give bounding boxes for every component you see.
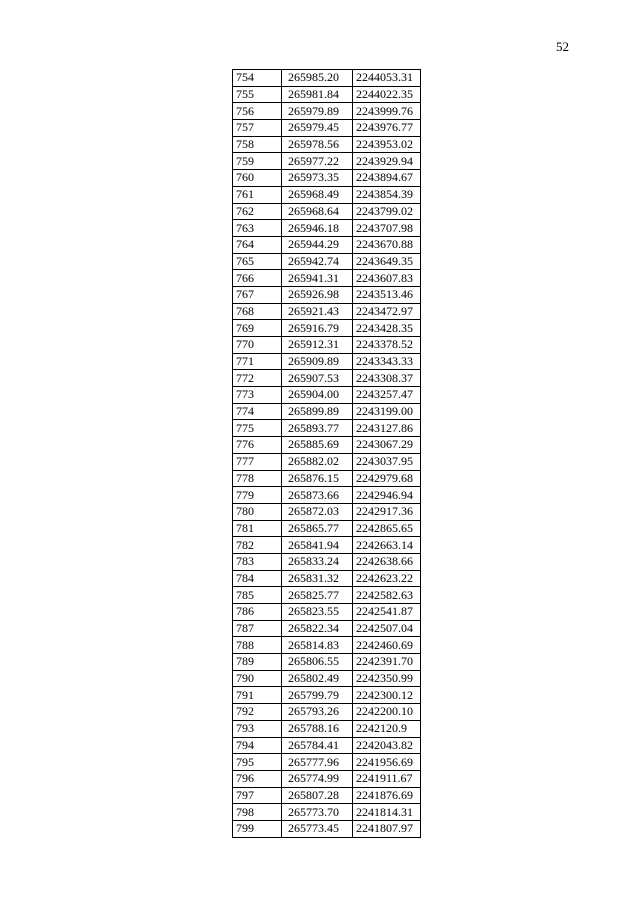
x-coordinate-cell: 265941.31 <box>282 270 353 287</box>
point-number-cell: 793 <box>233 720 282 737</box>
table-row <box>233 420 421 437</box>
table-row <box>233 186 421 203</box>
y-coordinate-cell: 2241807.97 <box>353 820 421 837</box>
point-number-cell: 796 <box>233 770 282 787</box>
y-coordinate-cell: 2242979.68 <box>353 470 421 487</box>
y-coordinate-cell: 2242946.94 <box>353 487 421 504</box>
point-number-cell: 777 <box>233 453 282 470</box>
x-coordinate-cell: 265807.28 <box>282 787 353 804</box>
x-coordinate-cell: 265909.89 <box>282 353 353 370</box>
y-coordinate-cell: 2242638.66 <box>353 553 421 570</box>
table-row <box>233 337 421 354</box>
x-coordinate-cell: 265893.77 <box>282 420 353 437</box>
y-coordinate-cell: 2242460.69 <box>353 637 421 654</box>
x-coordinate-cell: 265873.66 <box>282 487 353 504</box>
table-row <box>233 370 421 387</box>
x-coordinate-cell: 265981.84 <box>282 86 353 103</box>
x-coordinate-cell: 265793.26 <box>282 704 353 721</box>
y-coordinate-cell: 2243472.97 <box>353 303 421 320</box>
table-row <box>233 70 421 87</box>
point-number-cell: 756 <box>233 103 282 120</box>
x-coordinate-cell: 265942.74 <box>282 253 353 270</box>
table-row <box>233 503 421 520</box>
point-number-cell: 798 <box>233 804 282 821</box>
point-number-cell: 760 <box>233 170 282 187</box>
point-number-cell: 766 <box>233 270 282 287</box>
table-row <box>233 387 421 404</box>
table-row <box>233 236 421 253</box>
x-coordinate-cell: 265979.89 <box>282 103 353 120</box>
x-coordinate-cell: 265968.64 <box>282 203 353 220</box>
point-number-cell: 780 <box>233 503 282 520</box>
y-coordinate-cell: 2242623.22 <box>353 570 421 587</box>
y-coordinate-cell: 2243894.67 <box>353 170 421 187</box>
x-coordinate-cell: 265977.22 <box>282 153 353 170</box>
x-coordinate-cell: 265773.70 <box>282 804 353 821</box>
y-coordinate-cell: 2243199.00 <box>353 403 421 420</box>
y-coordinate-cell: 2243428.35 <box>353 320 421 337</box>
x-coordinate-cell: 265904.00 <box>282 387 353 404</box>
table-row <box>233 604 421 621</box>
y-coordinate-cell: 2242507.04 <box>353 620 421 637</box>
table-row <box>233 103 421 120</box>
table-row <box>233 537 421 554</box>
y-coordinate-cell: 2242917.36 <box>353 503 421 520</box>
table-row <box>233 737 421 754</box>
point-number-cell: 761 <box>233 186 282 203</box>
y-coordinate-cell: 2243378.52 <box>353 337 421 354</box>
point-number-cell: 783 <box>233 553 282 570</box>
point-number-cell: 771 <box>233 353 282 370</box>
table-row <box>233 270 421 287</box>
y-coordinate-cell: 2243999.76 <box>353 103 421 120</box>
y-coordinate-cell: 2243670.88 <box>353 236 421 253</box>
x-coordinate-cell: 265841.94 <box>282 537 353 554</box>
y-coordinate-cell: 2244053.31 <box>353 70 421 87</box>
table-row <box>233 220 421 237</box>
table-row <box>233 470 421 487</box>
point-number-cell: 776 <box>233 437 282 454</box>
y-coordinate-cell: 2242200.10 <box>353 704 421 721</box>
table-row <box>233 286 421 303</box>
x-coordinate-cell: 265876.15 <box>282 470 353 487</box>
table-row <box>233 520 421 537</box>
x-coordinate-cell: 265946.18 <box>282 220 353 237</box>
table-row <box>233 203 421 220</box>
y-coordinate-cell: 2242391.70 <box>353 654 421 671</box>
x-coordinate-cell: 265907.53 <box>282 370 353 387</box>
point-number-cell: 757 <box>233 120 282 137</box>
table-row <box>233 553 421 570</box>
x-coordinate-cell: 265799.79 <box>282 687 353 704</box>
point-number-cell: 765 <box>233 253 282 270</box>
point-number-cell: 781 <box>233 520 282 537</box>
table-row <box>233 804 421 821</box>
point-number-cell: 779 <box>233 487 282 504</box>
y-coordinate-cell: 2241911.67 <box>353 770 421 787</box>
x-coordinate-cell: 265788.16 <box>282 720 353 737</box>
y-coordinate-cell: 2242663.14 <box>353 537 421 554</box>
point-number-cell: 792 <box>233 704 282 721</box>
y-coordinate-cell: 2243953.02 <box>353 136 421 153</box>
table-row <box>233 403 421 420</box>
table-row <box>233 86 421 103</box>
coordinates-table <box>232 69 421 838</box>
y-coordinate-cell: 2243854.39 <box>353 186 421 203</box>
y-coordinate-cell: 2243929.94 <box>353 153 421 170</box>
x-coordinate-cell: 265802.49 <box>282 670 353 687</box>
x-coordinate-cell: 265973.35 <box>282 170 353 187</box>
table-row <box>233 136 421 153</box>
y-coordinate-cell: 2244022.35 <box>353 86 421 103</box>
x-coordinate-cell: 265985.20 <box>282 70 353 87</box>
y-coordinate-cell: 2243976.77 <box>353 120 421 137</box>
y-coordinate-cell: 2243037.95 <box>353 453 421 470</box>
y-coordinate-cell: 2243707.98 <box>353 220 421 237</box>
x-coordinate-cell: 265872.03 <box>282 503 353 520</box>
point-number-cell: 768 <box>233 303 282 320</box>
y-coordinate-cell: 2241956.69 <box>353 754 421 771</box>
table-row <box>233 687 421 704</box>
x-coordinate-cell: 265921.43 <box>282 303 353 320</box>
x-coordinate-cell: 265777.96 <box>282 754 353 771</box>
table-row <box>233 153 421 170</box>
table-row <box>233 720 421 737</box>
point-number-cell: 786 <box>233 604 282 621</box>
table-row <box>233 437 421 454</box>
point-number-cell: 784 <box>233 570 282 587</box>
point-number-cell: 770 <box>233 337 282 354</box>
point-number-cell: 764 <box>233 236 282 253</box>
y-coordinate-cell: 2241876.69 <box>353 787 421 804</box>
coordinates-table-body <box>233 70 421 838</box>
table-row <box>233 453 421 470</box>
point-number-cell: 789 <box>233 654 282 671</box>
point-number-cell: 762 <box>233 203 282 220</box>
point-number-cell: 787 <box>233 620 282 637</box>
y-coordinate-cell: 2242120.9 <box>353 720 421 737</box>
table-row <box>233 820 421 837</box>
x-coordinate-cell: 265926.98 <box>282 286 353 303</box>
x-coordinate-cell: 265968.49 <box>282 186 353 203</box>
x-coordinate-cell: 265978.56 <box>282 136 353 153</box>
point-number-cell: 795 <box>233 754 282 771</box>
y-coordinate-cell: 2243649.35 <box>353 253 421 270</box>
y-coordinate-cell: 2242865.65 <box>353 520 421 537</box>
x-coordinate-cell: 265806.55 <box>282 654 353 671</box>
y-coordinate-cell: 2243067.29 <box>353 437 421 454</box>
x-coordinate-cell: 265823.55 <box>282 604 353 621</box>
point-number-cell: 790 <box>233 670 282 687</box>
x-coordinate-cell: 265814.83 <box>282 637 353 654</box>
table-row <box>233 770 421 787</box>
x-coordinate-cell: 265831.32 <box>282 570 353 587</box>
table-row <box>233 570 421 587</box>
y-coordinate-cell: 2242541.87 <box>353 604 421 621</box>
y-coordinate-cell: 2243343.33 <box>353 353 421 370</box>
y-coordinate-cell: 2243799.02 <box>353 203 421 220</box>
table-row <box>233 670 421 687</box>
point-number-cell: 754 <box>233 70 282 87</box>
y-coordinate-cell: 2242582.63 <box>353 587 421 604</box>
point-number-cell: 758 <box>233 136 282 153</box>
y-coordinate-cell: 2243257.47 <box>353 387 421 404</box>
page-number: 52 <box>556 39 569 54</box>
x-coordinate-cell: 265774.99 <box>282 770 353 787</box>
point-number-cell: 767 <box>233 286 282 303</box>
y-coordinate-cell: 2243607.83 <box>353 270 421 287</box>
y-coordinate-cell: 2241814.31 <box>353 804 421 821</box>
y-coordinate-cell: 2243308.37 <box>353 370 421 387</box>
point-number-cell: 788 <box>233 637 282 654</box>
table-row <box>233 787 421 804</box>
x-coordinate-cell: 265979.45 <box>282 120 353 137</box>
point-number-cell: 799 <box>233 820 282 837</box>
point-number-cell: 772 <box>233 370 282 387</box>
y-coordinate-cell: 2242350.99 <box>353 670 421 687</box>
table-row <box>233 620 421 637</box>
x-coordinate-cell: 265912.31 <box>282 337 353 354</box>
point-number-cell: 759 <box>233 153 282 170</box>
y-coordinate-cell: 2243127.86 <box>353 420 421 437</box>
point-number-cell: 778 <box>233 470 282 487</box>
point-number-cell: 769 <box>233 320 282 337</box>
table-row <box>233 253 421 270</box>
table-row <box>233 704 421 721</box>
table-row <box>233 303 421 320</box>
point-number-cell: 755 <box>233 86 282 103</box>
x-coordinate-cell: 265916.79 <box>282 320 353 337</box>
point-number-cell: 782 <box>233 537 282 554</box>
point-number-cell: 794 <box>233 737 282 754</box>
x-coordinate-cell: 265865.77 <box>282 520 353 537</box>
x-coordinate-cell: 265825.77 <box>282 587 353 604</box>
table-row <box>233 170 421 187</box>
x-coordinate-cell: 265885.69 <box>282 437 353 454</box>
point-number-cell: 775 <box>233 420 282 437</box>
x-coordinate-cell: 265899.89 <box>282 403 353 420</box>
x-coordinate-cell: 265882.02 <box>282 453 353 470</box>
table-row <box>233 754 421 771</box>
x-coordinate-cell: 265944.29 <box>282 236 353 253</box>
y-coordinate-cell: 2242300.12 <box>353 687 421 704</box>
table-row <box>233 637 421 654</box>
x-coordinate-cell: 265833.24 <box>282 553 353 570</box>
table-row <box>233 120 421 137</box>
table-row <box>233 587 421 604</box>
x-coordinate-cell: 265822.34 <box>282 620 353 637</box>
x-coordinate-cell: 265784.41 <box>282 737 353 754</box>
y-coordinate-cell: 2242043.82 <box>353 737 421 754</box>
table-row <box>233 654 421 671</box>
point-number-cell: 785 <box>233 587 282 604</box>
table-row <box>233 353 421 370</box>
point-number-cell: 774 <box>233 403 282 420</box>
point-number-cell: 797 <box>233 787 282 804</box>
point-number-cell: 773 <box>233 387 282 404</box>
table-row <box>233 320 421 337</box>
point-number-cell: 791 <box>233 687 282 704</box>
x-coordinate-cell: 265773.45 <box>282 820 353 837</box>
point-number-cell: 763 <box>233 220 282 237</box>
y-coordinate-cell: 2243513.46 <box>353 286 421 303</box>
table-row <box>233 487 421 504</box>
